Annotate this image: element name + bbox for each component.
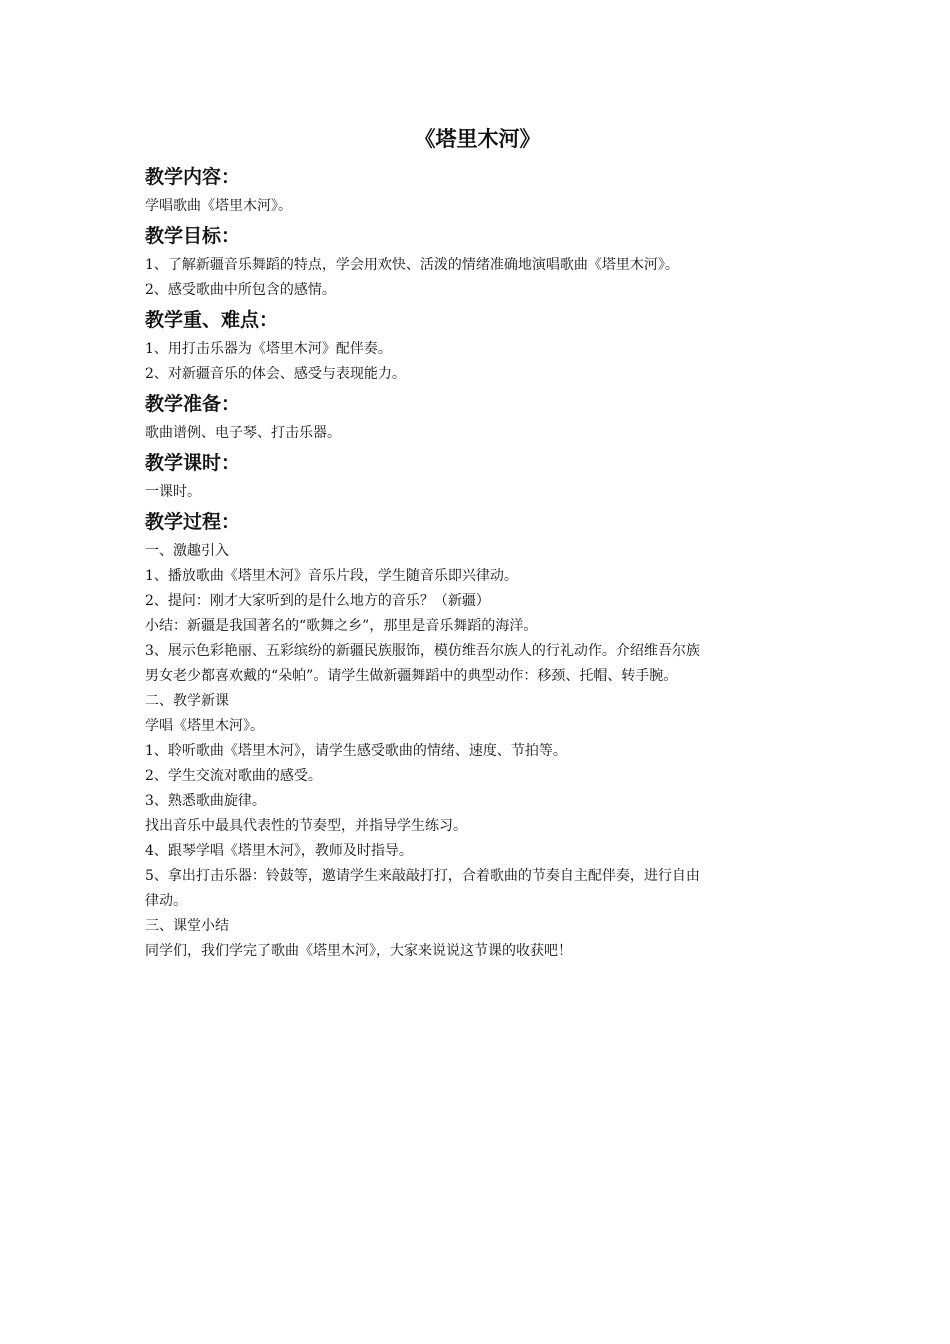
body-line: 2、感受歌曲中所包含的感情。 xyxy=(145,282,336,298)
body-line: 1、聆听歌曲《塔里木河》，请学生感受歌曲的情绪、速度、节拍等。 xyxy=(145,743,567,759)
body-line: 找出音乐中最具代表性的节奏型，并指导学生练习。 xyxy=(145,818,467,834)
body-line: 2、对新疆音乐的体会、感受与表现能力。 xyxy=(145,366,406,382)
body-line: 1、用打击乐器为《塔里木河》配伴奏。 xyxy=(145,341,392,357)
body-line: 一课时。 xyxy=(145,484,201,500)
body-line: 小结：新疆是我国著名的“歌舞之乡”，那里是音乐舞蹈的海洋。 xyxy=(145,618,538,634)
section-process xyxy=(145,505,810,964)
body-line: 二、教学新课 xyxy=(145,693,229,709)
body-line: 歌曲谱例、电子琴、打击乐器。 xyxy=(145,425,341,441)
body-line: 3、熟悉歌曲旋律。 xyxy=(145,793,266,809)
section-objectives xyxy=(145,219,810,303)
section-class-hours xyxy=(145,446,810,505)
body-line: 4、跟琴学唱《塔里木河》，教师及时指导。 xyxy=(145,843,413,859)
section-content xyxy=(145,160,810,219)
body-line: 2、学生交流对歌曲的感受。 xyxy=(145,768,322,784)
section-heading: 教学准备： xyxy=(145,393,241,415)
body-line: 同学们，我们学完了歌曲《塔里木河》，大家来说说这节课的收获吧！ xyxy=(145,943,572,959)
body-line: 3、展示色彩艳丽、五彩缤纷的新疆民族服饰，模仿维吾尔族人的行礼动作。介绍维吾尔族 xyxy=(145,643,700,659)
body-line: 一、激趣引入 xyxy=(145,543,229,559)
document-body xyxy=(145,160,810,964)
body-line: 学唱《塔里木河》。 xyxy=(145,718,264,734)
body-line: 学唱歌曲《塔里木河》。 xyxy=(145,198,292,214)
body-line: 1、了解新疆音乐舞蹈的特点，学会用欢快、活泼的情绪准确地演唱歌曲《塔里木河》。 xyxy=(145,257,679,273)
body-line: 5、拿出打击乐器：铃鼓等，邀请学生来敲敲打打，合着歌曲的节奏自主配伴奏，进行自由 xyxy=(145,868,700,884)
body-line: 律动。 xyxy=(145,893,187,909)
body-line: 2、提问：刚才大家听到的是什么地方的音乐？（新疆） xyxy=(145,593,490,609)
body-line: 三、课堂小结 xyxy=(145,918,229,934)
body-line: 男女老少都喜欢戴的“朵帕”。请学生做新疆舞蹈中的典型动作：移颈、托帽、转手腕。 xyxy=(145,668,678,684)
section-preparation xyxy=(145,387,810,446)
section-heading: 教学内容： xyxy=(145,166,241,188)
section-heading: 教学课时： xyxy=(145,452,241,474)
section-heading: 教学重、难点： xyxy=(145,309,279,331)
section-key-points xyxy=(145,303,810,387)
body-line: 1、播放歌曲《塔里木河》音乐片段，学生随音乐即兴律动。 xyxy=(145,568,518,584)
document-title: 《塔里木河》 xyxy=(414,127,541,151)
section-heading: 教学过程： xyxy=(145,511,241,533)
section-heading: 教学目标： xyxy=(145,225,241,247)
